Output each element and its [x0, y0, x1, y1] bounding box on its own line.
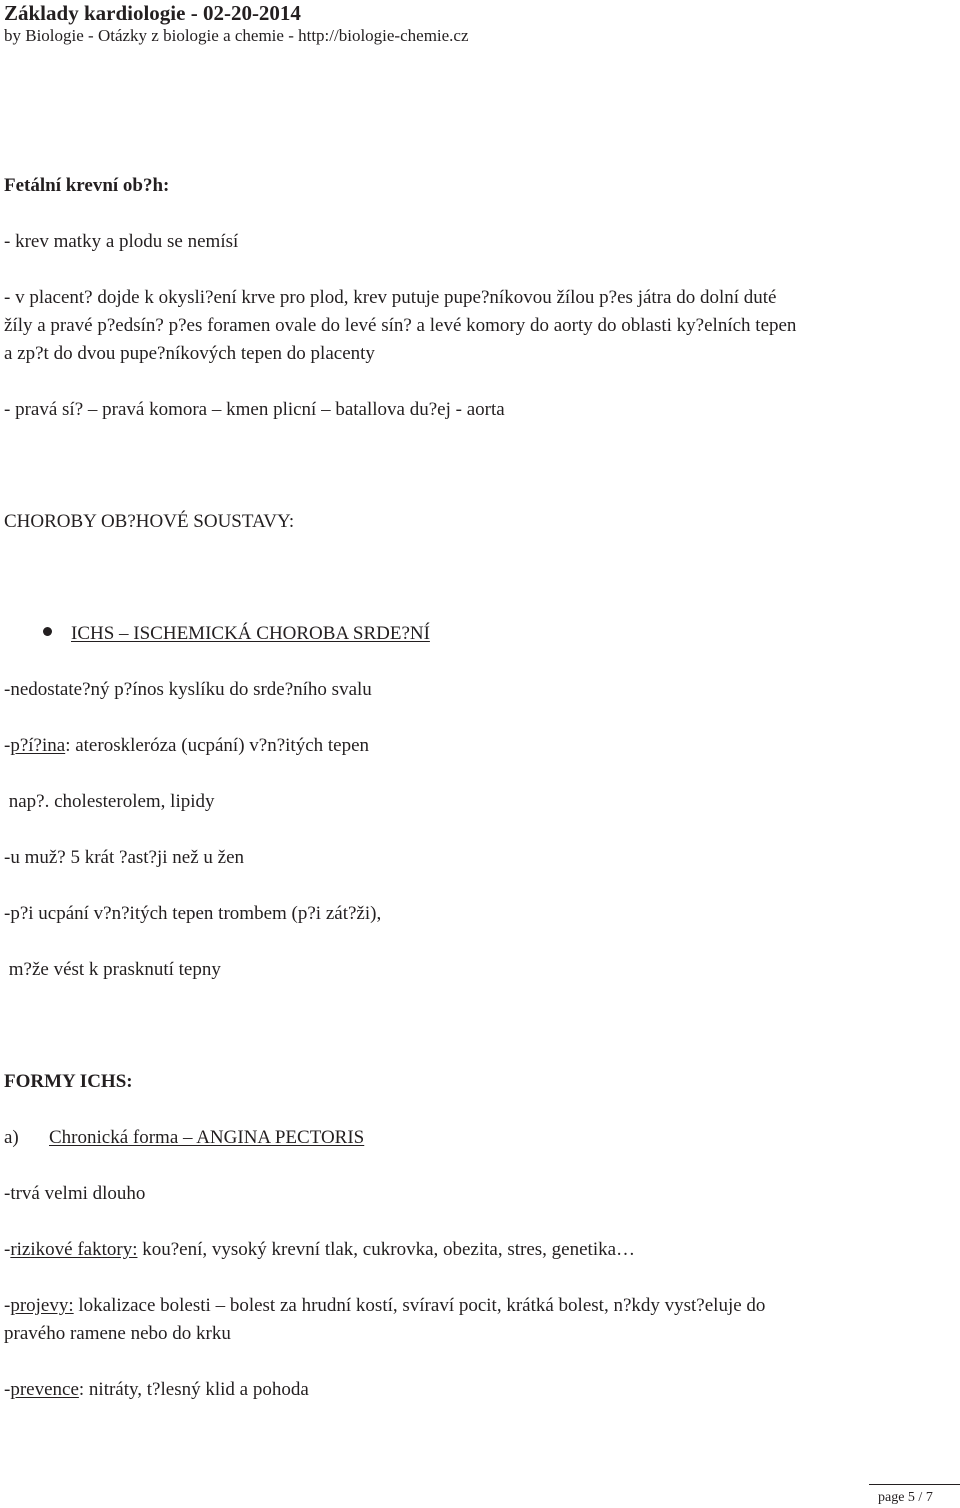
text-prefix: -	[4, 1239, 11, 1260]
section-heading-forms: FORMY ICHS:	[4, 1071, 133, 1092]
symptoms-label: projevy:	[10, 1295, 74, 1316]
cause-label: p?í?ina	[10, 735, 66, 756]
text-line: nap?. cholesterolem, lipidy	[4, 791, 215, 812]
text-line-cause	[4, 733, 369, 759]
document-subtitle: by Biologie - Otázky z biologie a chemie - http://biologie-chemie.cz	[4, 26, 469, 45]
text-line: - v placent? dojde k okysli?ení krve pro plod, krev putuje pupe?níkovou žílou p?es játra do dolní duté	[4, 287, 777, 308]
text-line-prevention	[4, 1377, 309, 1403]
text-line-symptoms	[4, 1293, 765, 1319]
text-line: -trvá velmi dlouho	[4, 1183, 146, 1204]
text-line: žíly a pravé p?edsín? p?es foramen ovale do levé sín? a levé komory do aorty do oblasti ky?elních tepen	[4, 315, 797, 336]
bullet-item-ichs: ICHS – ISCHEMICKÁ CHOROBA SRDE?NÍ	[71, 623, 430, 644]
list-item-angina: Chronická forma – ANGINA PECTORIS	[49, 1127, 365, 1148]
text-rest: : ateroskleróza (ucpání) v?n?itých tepen	[65, 735, 370, 756]
text-line: - krev matky a plodu se nemísí	[4, 231, 239, 252]
prevention-label: prevence	[10, 1379, 79, 1400]
risk-factors-label: rizikové faktory:	[10, 1239, 138, 1260]
text-line: pravého ramene nebo do krku	[4, 1323, 231, 1344]
list-marker-a: a)	[4, 1127, 19, 1148]
text-line-risk-factors	[4, 1237, 635, 1263]
page-number: page 5 / 7	[878, 1490, 933, 1505]
document-title: Základy kardiologie - 02-20-2014	[4, 1, 301, 25]
text-line: -u muž? 5 krát ?ast?ji než u žen	[4, 847, 245, 868]
text-line: -p?i ucpání v?n?itých tepen trombem (p?i zát?ži),	[4, 903, 382, 924]
bullet-icon	[43, 627, 52, 636]
text-rest: kou?ení, vysoký krevní tlak, cukrovka, obezita, stres, genetika…	[137, 1239, 636, 1260]
text-prefix: -	[4, 1379, 11, 1400]
text-prefix: -	[4, 735, 11, 756]
text-prefix: -	[4, 1295, 11, 1316]
section-heading-diseases: CHOROBY OB?HOVÉ SOUSTAVY:	[4, 511, 295, 532]
footer-divider	[869, 1484, 960, 1485]
text-line: m?že vést k prasknutí tepny	[4, 959, 221, 980]
section-heading-fetal: Fetální krevní ob?h:	[4, 175, 170, 196]
text-line: - pravá sí? – pravá komora – kmen plicní – batallova du?ej - aorta	[4, 399, 505, 420]
text-line: a zp?t do dvou pupe?níkových tepen do placenty	[4, 343, 375, 364]
text-rest: : nitráty, t?lesný klid a pohoda	[78, 1379, 309, 1400]
text-rest: lokalizace bolesti – bolest za hrudní kostí, svíraví pocit, krátká bolest, n?kdy vyst?eluje do	[73, 1295, 766, 1316]
text-line: -nedostate?ný p?ínos kyslíku do srde?ního svalu	[4, 679, 372, 700]
